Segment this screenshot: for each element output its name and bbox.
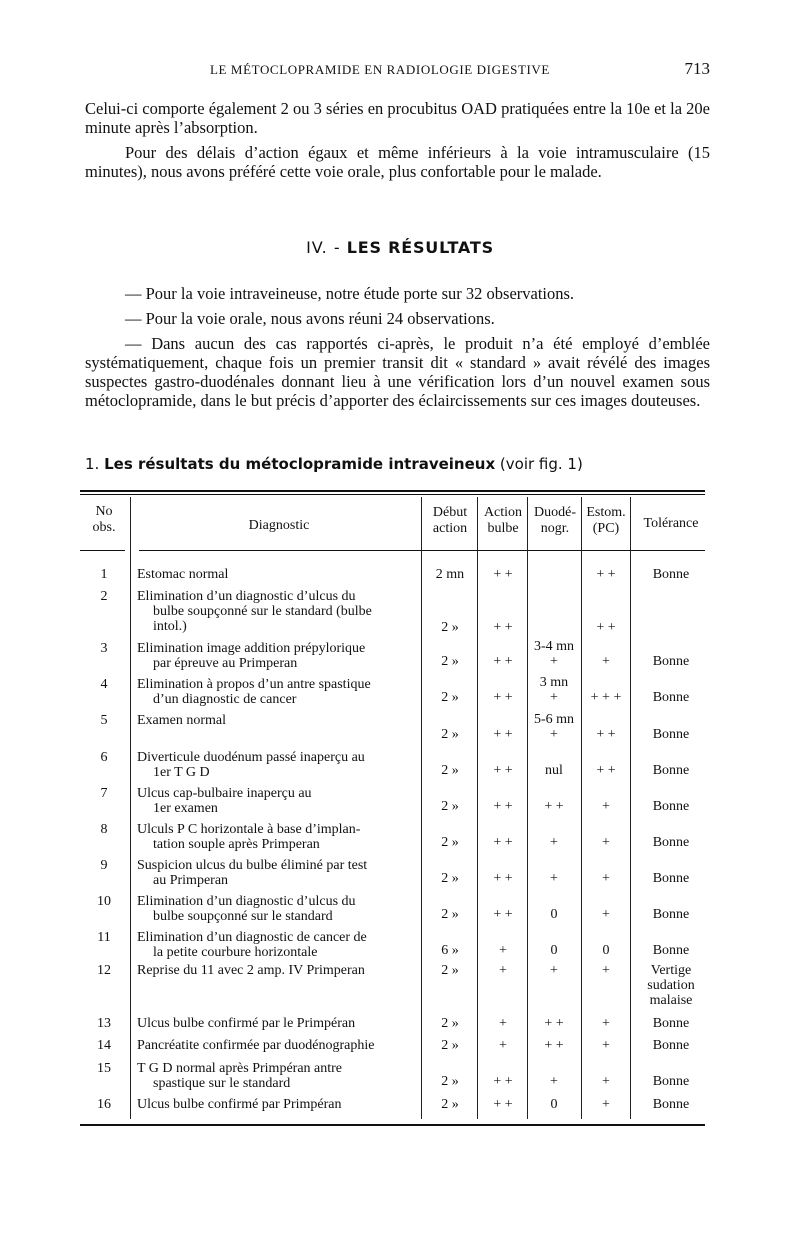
tolerance-cell: Vertige sudation malaise [647, 963, 695, 1008]
estom-pc-cell: + [602, 1097, 610, 1112]
estom-pc-cell: + [602, 799, 610, 814]
diagnostic-line: Elimination d’un diagnostic d’ulcus du [137, 589, 356, 604]
diagnostic-line: Reprise du 11 avec 2 amp. IV Primperan [137, 963, 365, 978]
column-divider [421, 497, 422, 1119]
diagnostic-line: Ulculs P C horizontale à base d’implan- [137, 822, 361, 837]
diagnostic-line: Examen normal [137, 713, 227, 728]
tolerance-cell: Bonne [652, 1074, 690, 1089]
subsection-title [85, 455, 583, 473]
diagnostic-cell [137, 1061, 419, 1091]
duodenogr-cell: + [550, 871, 558, 886]
estom-pc-cell: + [602, 907, 610, 922]
section-title [0, 238, 800, 257]
action-bulbe-cell: + [499, 943, 507, 958]
duodenogr-time-cell: 3 mn [539, 675, 569, 690]
diagnostic-line: par épreuve au Primperan [153, 656, 298, 671]
header-rule [80, 550, 125, 551]
diagnostic-line: Elimination image addition prépylorique [137, 641, 366, 656]
results-item-1: — Pour la voie intraveineuse, notre étude porte sur 32 observations. [125, 284, 575, 303]
diagnostic-cell [137, 713, 419, 728]
diagnostic-cell [137, 1016, 419, 1031]
diagnostic-cell [137, 750, 419, 780]
column-divider [130, 497, 131, 1119]
duodenogr-cell: + [550, 690, 558, 705]
debut-action-cell: 2 » [441, 799, 459, 814]
obs-number: 14 [97, 1038, 111, 1053]
diagnostic-line: Elimination à propos d’un antre spastique [137, 677, 371, 692]
diagnostic-line: bulbe soupçonné sur le standard [153, 909, 333, 924]
obs-number: 15 [97, 1061, 111, 1076]
action-bulbe-cell: + + [493, 835, 513, 850]
header-tolerance: Tolérance [643, 516, 699, 531]
header-estom-line2: (PC) [592, 521, 620, 536]
header-rule [139, 550, 705, 551]
diagnostic-cell [137, 858, 419, 888]
section-number: IV. - [306, 238, 341, 257]
obs-number: 2 [100, 589, 108, 604]
obs-number: 7 [100, 786, 108, 801]
diagnostic-line: tation souple après Primperan [153, 837, 320, 852]
estom-pc-cell: + [602, 871, 610, 886]
tolerance-cell: Bonne [652, 1016, 690, 1031]
page-number: 713 [684, 59, 710, 78]
duodenogr-time-cell: 3-4 mn [533, 639, 575, 654]
diagnostic-line: Ulcus bulbe confirmé par Primpéran [137, 1097, 342, 1112]
action-bulbe-cell: + + [493, 567, 513, 582]
debut-action-cell: 2 » [441, 1097, 459, 1112]
action-bulbe-cell: + [499, 963, 507, 978]
diagnostic-line: Elimination d’un diagnostic de cancer de [137, 930, 367, 945]
obs-number: 12 [97, 963, 111, 978]
debut-action-cell: 6 » [441, 943, 459, 958]
section-heading: LES RÉSULTATS [346, 238, 494, 257]
diagnostic-line: Ulcus cap-bulbaire inaperçu au [137, 786, 312, 801]
estom-pc-cell: + [602, 654, 610, 669]
duodenogr-cell: + + [544, 799, 564, 814]
tolerance-cell: Bonne [652, 727, 690, 742]
duodenogr-cell: + [550, 963, 558, 978]
header-num-line2: obs. [92, 520, 116, 535]
diagnostic-cell [137, 641, 419, 671]
obs-number: 8 [100, 822, 108, 837]
header-duod-line1: Duodé- [534, 505, 576, 520]
table-bottom-rule [80, 1124, 705, 1126]
header-duod-line2: nogr. [540, 521, 570, 536]
header-obs-number [82, 504, 126, 536]
duodenogr-time-cell: 5-6 mn [533, 712, 575, 727]
duodenogr-cell: + + [544, 1016, 564, 1031]
results-item-3: — Dans aucun des cas rapportés ci-après, le produit n’a été employé d’emblée systématiquement, chaque fois un premier transit dit « standard » avait révélé des images suspectes gastro-duodénales donnant lieu à une vérification lors d’un nouvel examen sous métoclopramide, dans le but précis d’apporter des éclaircissements sur ces images douteuses. [85, 334, 710, 410]
duodenogr-cell: 0 [550, 1097, 558, 1112]
header-duodenogr [529, 505, 581, 537]
action-bulbe-cell: + + [493, 1074, 513, 1089]
diagnostic-line: Diverticule duodénum passé inaperçu au [137, 750, 365, 765]
action-bulbe-cell: + [499, 1038, 507, 1053]
header-action-line2: bulbe [487, 521, 519, 536]
tolerance-cell: Bonne [652, 1038, 690, 1053]
duodenogr-cell: nul [545, 763, 563, 778]
debut-action-cell: 2 » [441, 1074, 459, 1089]
duodenogr-cell: + + [544, 1038, 564, 1053]
action-bulbe-cell: + + [493, 654, 513, 669]
diagnostic-line: bulbe soupçonné sur le standard (bulbe [153, 604, 372, 619]
obs-number: 9 [100, 858, 108, 873]
tolerance-cell: Bonne [652, 1097, 690, 1112]
estom-pc-cell: + [602, 835, 610, 850]
table-top-rule [80, 490, 705, 492]
subsection-note: (voir fig. 1) [499, 455, 583, 473]
action-bulbe-cell: + + [493, 763, 513, 778]
debut-action-cell: 2 » [441, 727, 459, 742]
estom-pc-cell: + [602, 1038, 610, 1053]
duodenogr-cell: + [550, 835, 558, 850]
estom-pc-cell: + [602, 963, 610, 978]
obs-number: 6 [100, 750, 108, 765]
action-bulbe-cell: + + [493, 871, 513, 886]
duodenogr-cell: 0 [550, 943, 558, 958]
diagnostic-line: T G D normal après Primpéran antre [137, 1061, 343, 1076]
estom-pc-cell: + + [596, 763, 616, 778]
header-estom-line1: Estom. [586, 505, 626, 520]
duodenogr-cell: + [550, 727, 558, 742]
tolerance-cell: Bonne [652, 799, 690, 814]
debut-action-cell: 2 » [441, 835, 459, 850]
diagnostic-line: au Primperan [153, 873, 229, 888]
debut-action-cell: 2 » [441, 1016, 459, 1031]
header-debut-line1: Début [432, 505, 468, 520]
obs-number: 5 [100, 713, 108, 728]
estom-pc-cell: + [602, 1074, 610, 1089]
diagnostic-line: intol.) [153, 619, 187, 634]
obs-number: 3 [100, 641, 108, 656]
estom-pc-cell: 0 [602, 943, 610, 958]
diagnostic-cell [137, 822, 419, 852]
debut-action-cell: 2 » [441, 907, 459, 922]
obs-number: 11 [97, 930, 111, 945]
action-bulbe-cell: + + [493, 1097, 513, 1112]
diagnostic-line: d’un diagnostic de cancer [153, 692, 297, 707]
tolerance-cell: Bonne [652, 871, 690, 886]
diagnostic-cell [137, 930, 419, 960]
diagnostic-line: Suspicion ulcus du bulbe éliminé par test [137, 858, 368, 873]
diagnostic-cell [137, 1038, 419, 1053]
debut-action-cell: 2 » [441, 963, 459, 978]
diagnostic-cell [137, 786, 419, 816]
header-num-line1: No [95, 504, 113, 519]
diagnostic-line: la petite courbure horizontale [153, 945, 318, 960]
obs-number: 13 [97, 1016, 111, 1031]
diagnostic-line: 1er T G D [153, 765, 210, 780]
duodenogr-cell: + [550, 654, 558, 669]
debut-action-cell: 2 » [441, 1038, 459, 1053]
diagnostic-line: 1er examen [153, 801, 218, 816]
diagnostic-line: spastique sur le standard [153, 1076, 291, 1091]
debut-action-cell: 2 » [441, 871, 459, 886]
debut-action-cell: 2 » [441, 763, 459, 778]
subsection-number: 1. [85, 455, 100, 473]
action-bulbe-cell: + [499, 1016, 507, 1031]
diagnostic-line: Elimination d’un diagnostic d’ulcus du [137, 894, 356, 909]
subsection-heading: Les résultats du métoclopramide intraveineux [104, 455, 496, 473]
header-action-line1: Action [483, 505, 523, 520]
diagnostic-cell [137, 894, 419, 924]
duodenogr-cell: 0 [550, 907, 558, 922]
obs-number: 16 [97, 1097, 111, 1112]
column-divider [630, 497, 631, 1119]
tolerance-cell: Bonne [652, 567, 690, 582]
diagnostic-line: Ulcus bulbe confirmé par le Primpéran [137, 1016, 356, 1031]
tolerance-cell: Bonne [652, 835, 690, 850]
header-action-bulbe [479, 505, 527, 537]
duodenogr-cell: + [550, 1074, 558, 1089]
results-item-2: — Pour la voie orale, nous avons réuni 24 observations. [125, 309, 495, 328]
diagnostic-cell [137, 589, 419, 634]
estom-pc-cell: + [602, 1016, 610, 1031]
running-head [80, 59, 710, 82]
estom-pc-cell: + + [596, 567, 616, 582]
obs-number: 4 [100, 677, 108, 692]
obs-number: 1 [100, 567, 108, 582]
debut-action-cell: 2 » [441, 654, 459, 669]
intro-paragraph-2: Pour des délais d’action égaux et même inférieurs à la voie intramusculaire (15 minutes), nous avons préféré cette voie orale, plus confortable pour le malade. [85, 143, 710, 181]
diagnostic-cell [137, 963, 419, 978]
tolerance-cell: Bonne [652, 763, 690, 778]
diagnostic-line: Pancréatite confirmée par duodénographie [137, 1038, 375, 1053]
intro-paragraph-1: Celui-ci comporte également 2 ou 3 séries en procubitus OAD pratiquées entre la 10e et la 20e minute après l’absorption. [85, 99, 710, 137]
diagnostic-cell [137, 1097, 419, 1112]
action-bulbe-cell: + + [493, 690, 513, 705]
action-bulbe-cell: + + [493, 907, 513, 922]
tolerance-cell: Bonne [652, 690, 690, 705]
header-debut-line2: action [432, 521, 468, 536]
action-bulbe-cell: + + [493, 799, 513, 814]
table-top-rule-thin [80, 494, 705, 495]
estom-pc-cell: + + [596, 620, 616, 635]
estom-pc-cell: + + [596, 727, 616, 742]
column-divider [477, 497, 478, 1119]
action-bulbe-cell: + + [493, 727, 513, 742]
running-title: LE MÉTOCLOPRAMIDE EN RADIOLOGIE DIGESTIVE [210, 62, 550, 77]
estom-pc-cell: + + + [590, 690, 622, 705]
tolerance-cell: Bonne [652, 654, 690, 669]
debut-action-cell: 2 » [441, 690, 459, 705]
diagnostic-line: Estomac normal [137, 567, 229, 582]
obs-number: 10 [97, 894, 111, 909]
debut-action-cell: 2 mn [435, 567, 465, 582]
header-debut-action [424, 505, 476, 537]
tolerance-cell: Bonne [652, 943, 690, 958]
debut-action-cell: 2 » [441, 620, 459, 635]
header-diagnostic: Diagnostic [248, 518, 310, 533]
diagnostic-cell [137, 567, 419, 582]
tolerance-cell: Bonne [652, 907, 690, 922]
diagnostic-cell [137, 677, 419, 707]
header-estom-pc [582, 505, 630, 537]
action-bulbe-cell: + + [493, 620, 513, 635]
